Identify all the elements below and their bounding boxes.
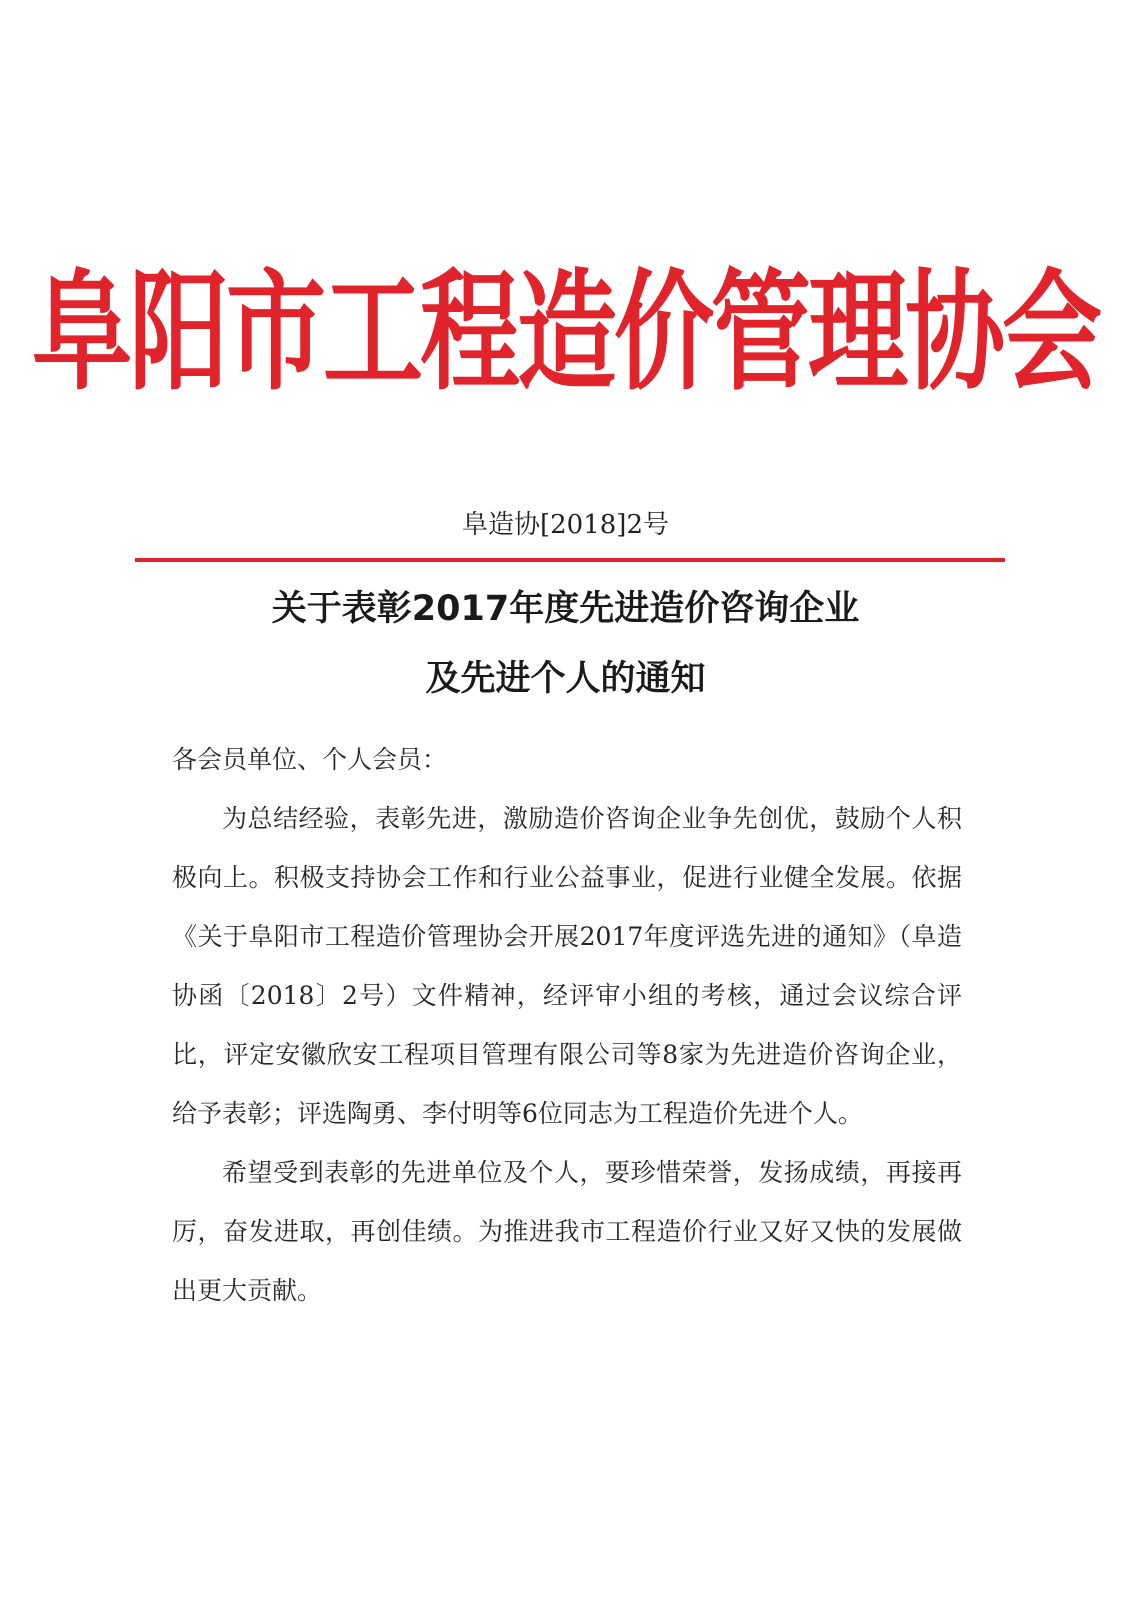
body-paragraph-2: 希望受到表彰的先进单位及个人，要珍惜荣誉，发扬成绩，再接再厉，奋发进取，再创佳绩。为推进我市工程造价行业又好又快的发展做出更大贡献。 xyxy=(172,1158,962,1305)
title-line-1: 关于表彰2017年度先进造价咨询企业 xyxy=(271,589,860,629)
document-title xyxy=(0,574,1131,714)
salutation: 各会员单位、个人会员： xyxy=(172,745,448,774)
body-paragraph-1: 为总结经验，表彰先进，激励造价咨询企业争先创优，鼓励个人积极向上。积极支持协会工作和行业公益事业，促进行业健全发展。依据《关于阜阳市工程造价管理协会开展2017年度评选先进的通知》（阜造协函〔2018〕2号）文件精神，经评审小组的考核，通过会议综合评比，评定安徽欣安工程项目管理有限公司等8家为先进造价咨询企业，给予表彰；评选陶勇、李付明等6位同志为工程造价先进个人。 xyxy=(172,804,962,1128)
document-body xyxy=(172,730,962,1320)
masthead-text: 阜阳市工程造价管理协会 xyxy=(32,256,1099,409)
title-line-2: 及先进个人的通知 xyxy=(425,659,706,699)
masthead-org-name xyxy=(0,258,1131,408)
red-divider-line xyxy=(135,558,1005,562)
document-number: 阜造协[2018]2号 xyxy=(462,510,669,540)
